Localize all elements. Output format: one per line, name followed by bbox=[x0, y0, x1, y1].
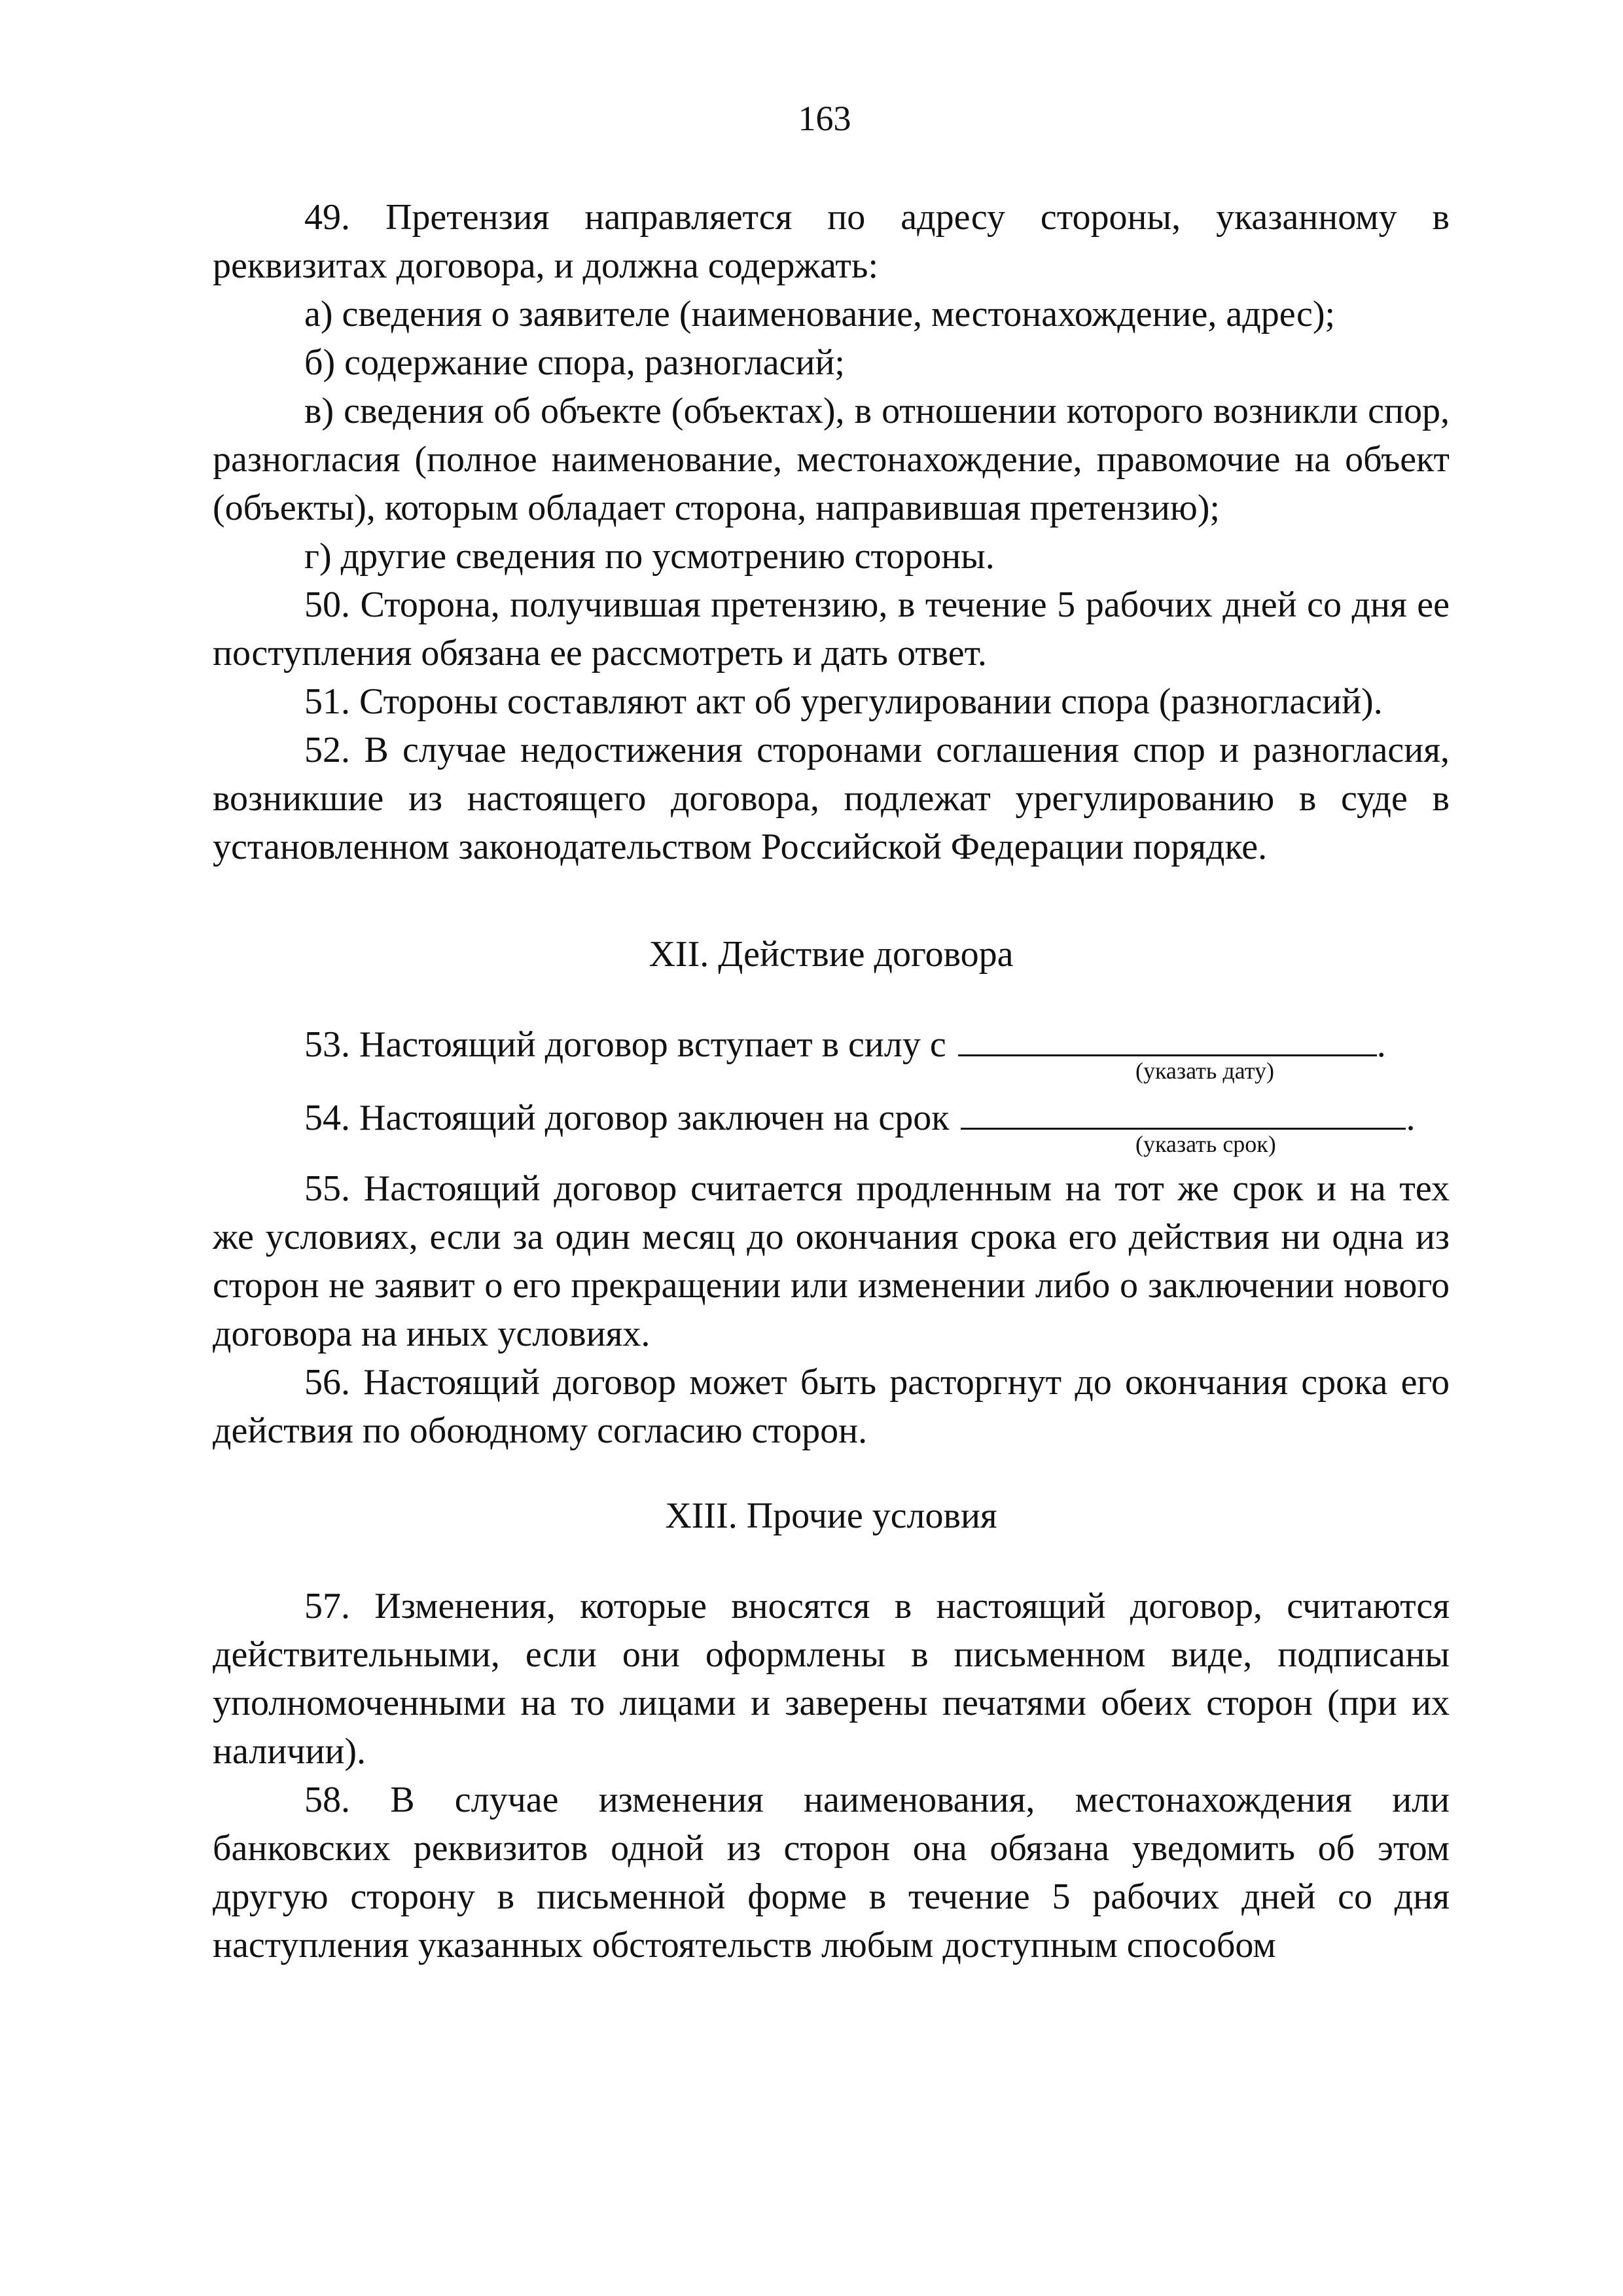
clause-50: 50. Сторона, получившая претензию, в течение 5 рабочих дней со дня ее поступления обязана ее рассмотреть и дать ответ. bbox=[213, 584, 1450, 673]
section-heading-13: XIII. Прочие условия bbox=[665, 1496, 997, 1536]
clause-53-period: . bbox=[1376, 1024, 1386, 1065]
clause-56: 56. Настоящий договор может быть расторгнут до окончания срока его действия по обоюдному согласию сторон. bbox=[213, 1362, 1450, 1451]
date-blank-line[interactable] bbox=[958, 1022, 1377, 1056]
term-blank-line[interactable] bbox=[961, 1095, 1406, 1130]
section-heading-12: XII. Действие договора bbox=[649, 934, 1014, 975]
date-hint: (указать дату) bbox=[1135, 1058, 1274, 1084]
page-number: 163 bbox=[798, 99, 851, 138]
clause-49: 49. Претензия направляется по адресу стороны, указанному в реквизитах договора, и должна содержать: bbox=[213, 197, 1450, 286]
document-body bbox=[213, 193, 1450, 1969]
clause-54-period: . bbox=[1406, 1098, 1416, 1138]
clause-54-text: 54. Настоящий договор заключен на срок bbox=[304, 1098, 950, 1138]
clause-49-item-c: в) сведения об объекте (объектах), в отношении которого возникли спор, разногласия (полное наименование, местонахождение, правомочие на объект (объекты), которым обладает сторона, направившая претензию); bbox=[213, 391, 1450, 528]
clause-53-text: 53. Настоящий договор вступает в силу с bbox=[304, 1024, 946, 1065]
clause-51: 51. Стороны составляют акт об урегулировании спора (разногласий). bbox=[304, 681, 1383, 722]
clause-54 bbox=[213, 1094, 1450, 1142]
clause-49-item-b: б) содержание спора, разногласий; bbox=[304, 342, 845, 383]
clause-49-item-d: г) другие сведения по усмотрению стороны. bbox=[304, 536, 995, 577]
clause-53 bbox=[213, 1020, 1450, 1069]
term-hint: (указать срок) bbox=[1135, 1131, 1276, 1157]
clause-52: 52. В случае недостижения сторонами соглашения спор и разногласия, возникшие из настоящего договора, подлежат урегулированию в суде в установленном законодательством Российской Федерации порядке. bbox=[213, 730, 1450, 867]
clause-55: 55. Настоящий договор считается продленным на тот же срок и на тех же условиях, если за один месяц до окончания срока его действия ни одна из сторон не заявит о его прекращении или изменении либо о заключении нового договора на иных условиях. bbox=[213, 1168, 1450, 1354]
clause-58: 58. В случае изменения наименования, местонахождения или банковских реквизитов одной из сторон она обязана уведомить об этом другую сторону в письменной форме в течение 5 рабочих дней со дня наступления указанных обстоятельств любым доступным способом bbox=[213, 1780, 1450, 1965]
clause-57: 57. Изменения, которые вносятся в настоящий договор, считаются действительными, если они оформлены в письменном виде, подписаны уполномоченными на то лицами и заверены печатями обеих сторон (при их наличии). bbox=[213, 1586, 1450, 1772]
clause-49-item-a: а) сведения о заявителе (наименование, местонахождение, адрес); bbox=[304, 294, 1336, 334]
